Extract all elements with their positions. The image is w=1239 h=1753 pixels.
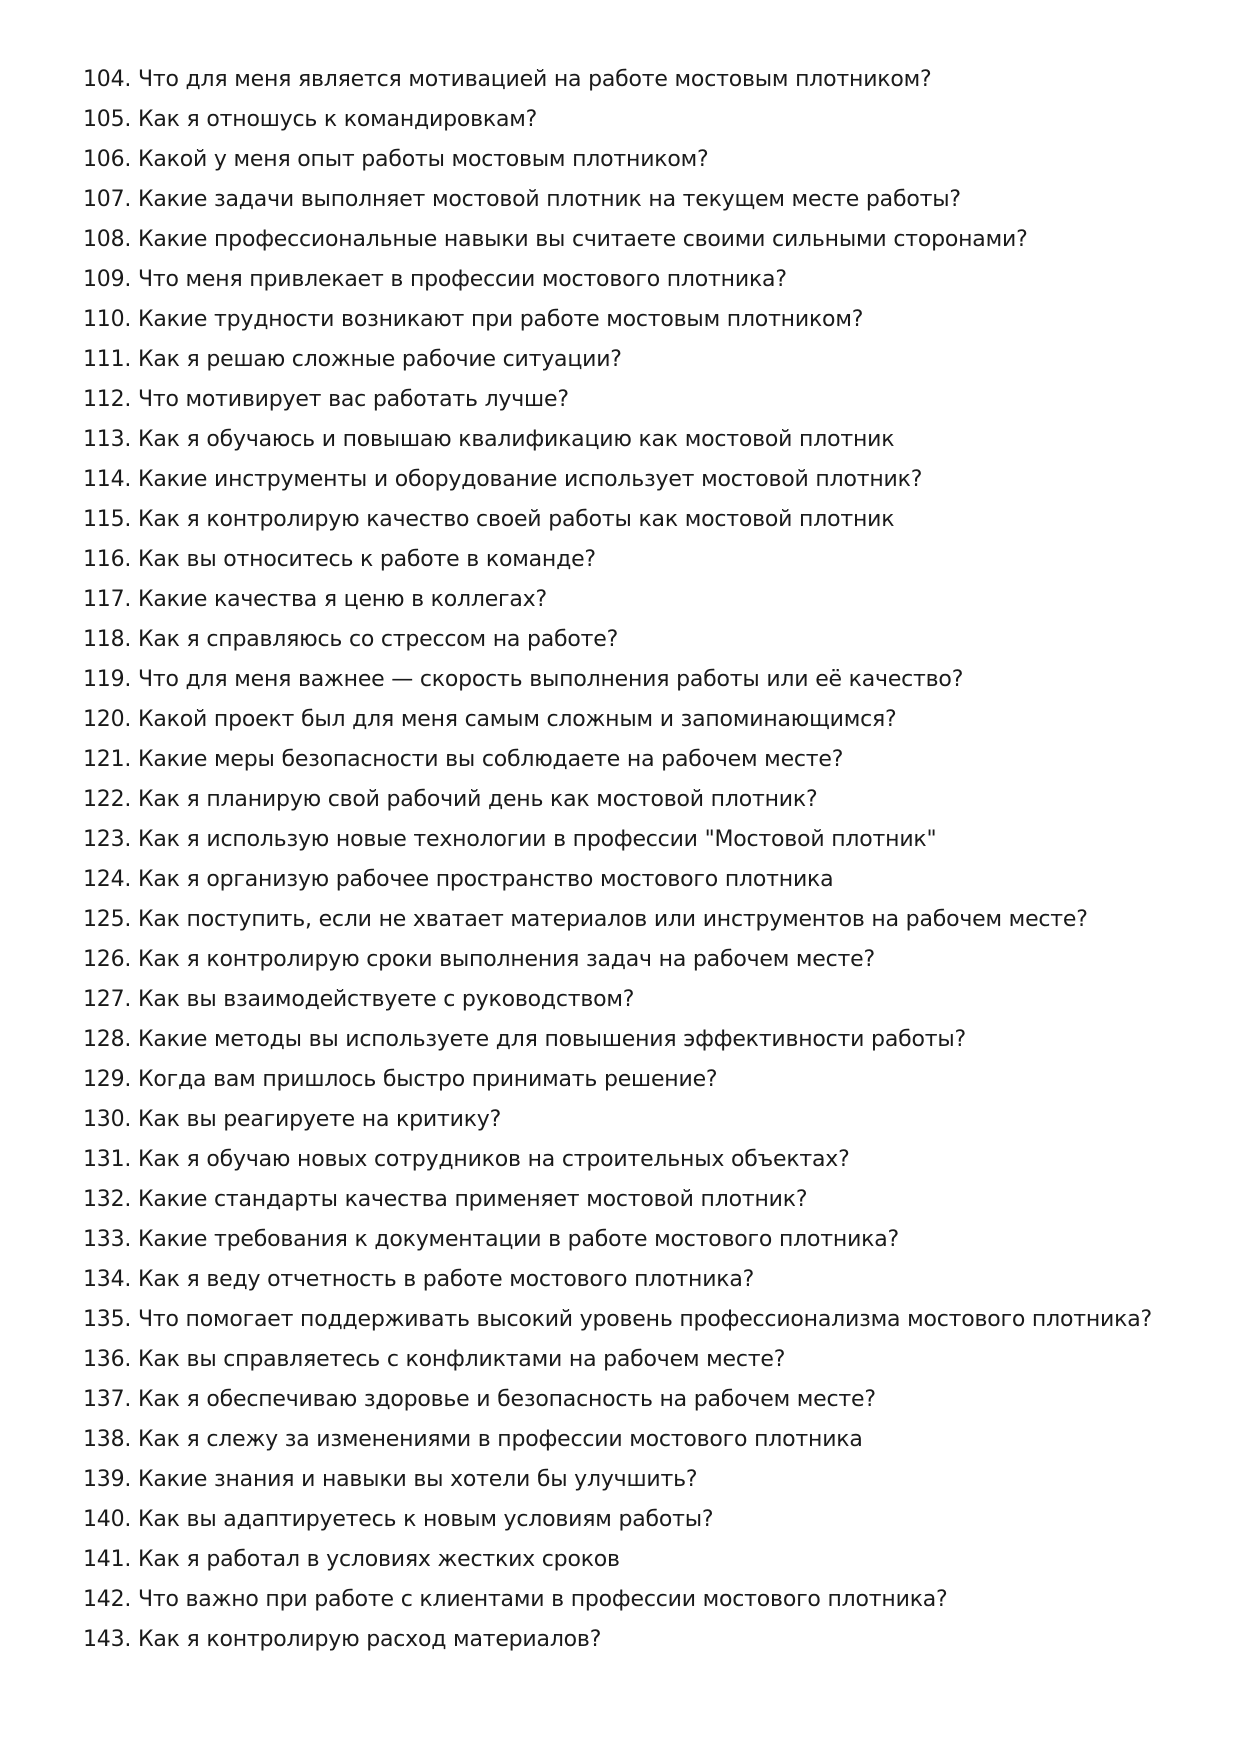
question-item: 139. Какие знания и навыки вы хотели бы улучшить? bbox=[83, 1467, 698, 1492]
question-item: 142. Что важно при работе с клиентами в профессии мостового плотника? bbox=[83, 1587, 948, 1612]
question-item: 135. Что помогает поддерживать высокий уровень профессионализма мостового плотника? bbox=[83, 1307, 1152, 1332]
question-item: 116. Как вы относитесь к работе в команде? bbox=[83, 547, 596, 572]
question-item: 136. Как вы справляетесь с конфликтами на рабочем месте? bbox=[83, 1347, 786, 1372]
question-item: 122. Как я планирую свой рабочий день как мостовой плотник? bbox=[83, 787, 818, 812]
question-item: 130. Как вы реагируете на критику? bbox=[83, 1107, 502, 1132]
question-item: 134. Как я веду отчетность в работе мостового плотника? bbox=[83, 1267, 755, 1292]
question-item: 106. Какой у меня опыт работы мостовым плотником? bbox=[83, 147, 709, 172]
question-item: 111. Как я решаю сложные рабочие ситуации? bbox=[83, 347, 622, 372]
question-item: 108. Какие профессиональные навыки вы считаете своими сильными сторонами? bbox=[83, 227, 1028, 252]
question-item: 137. Как я обеспечиваю здоровье и безопасность на рабочем месте? bbox=[83, 1387, 876, 1412]
question-item: 104. Что для меня является мотивацией на работе мостовым плотником? bbox=[83, 67, 932, 92]
question-item: 129. Когда вам пришлось быстро принимать решение? bbox=[83, 1067, 718, 1092]
question-item: 133. Какие требования к документации в работе мостового плотника? bbox=[83, 1227, 900, 1252]
question-item: 125. Как поступить, если не хватает материалов или инструментов на рабочем месте? bbox=[83, 907, 1088, 932]
question-list bbox=[83, 60, 1203, 1660]
question-item: 112. Что мотивирует вас работать лучше? bbox=[83, 387, 569, 412]
question-item: 124. Как я организую рабочее пространство мостового плотника bbox=[83, 867, 834, 892]
question-item: 123. Как я использую новые технологии в профессии "Мостовой плотник" bbox=[83, 827, 937, 852]
question-item: 109. Что меня привлекает в профессии мостового плотника? bbox=[83, 267, 787, 292]
question-item: 138. Как я слежу за изменениями в профессии мостового плотника bbox=[83, 1427, 863, 1452]
question-item: 107. Какие задачи выполняет мостовой плотник на текущем месте работы? bbox=[83, 187, 961, 212]
question-item: 143. Как я контролирую расход материалов? bbox=[83, 1627, 602, 1652]
question-item: 105. Как я отношусь к командировкам? bbox=[83, 107, 538, 132]
question-item: 113. Как я обучаюсь и повышаю квалификацию как мостовой плотник bbox=[83, 427, 895, 452]
question-item: 140. Как вы адаптируетесь к новым условиям работы? bbox=[83, 1507, 714, 1532]
question-item: 114. Какие инструменты и оборудование использует мостовой плотник? bbox=[83, 467, 923, 492]
question-item: 117. Какие качества я ценю в коллегах? bbox=[83, 587, 547, 612]
question-item: 118. Как я справляюсь со стрессом на работе? bbox=[83, 627, 619, 652]
question-item: 119. Что для меня важнее — скорость выполнения работы или её качество? bbox=[83, 667, 964, 692]
question-item: 128. Какие методы вы используете для повышения эффективности работы? bbox=[83, 1027, 966, 1052]
question-item: 132. Какие стандарты качества применяет мостовой плотник? bbox=[83, 1187, 808, 1212]
question-item: 127. Как вы взаимодействуете с руководством? bbox=[83, 987, 635, 1012]
question-item: 121. Какие меры безопасности вы соблюдаете на рабочем месте? bbox=[83, 747, 844, 772]
question-item: 110. Какие трудности возникают при работе мостовым плотником? bbox=[83, 307, 864, 332]
question-item: 131. Как я обучаю новых сотрудников на строительных объектах? bbox=[83, 1147, 850, 1172]
question-item: 115. Как я контролирую качество своей работы как мостовой плотник bbox=[83, 507, 895, 532]
question-item: 141. Как я работал в условиях жестких сроков bbox=[83, 1547, 620, 1572]
question-item: 126. Как я контролирую сроки выполнения задач на рабочем месте? bbox=[83, 947, 875, 972]
question-item: 120. Какой проект был для меня самым сложным и запоминающимся? bbox=[83, 707, 897, 732]
